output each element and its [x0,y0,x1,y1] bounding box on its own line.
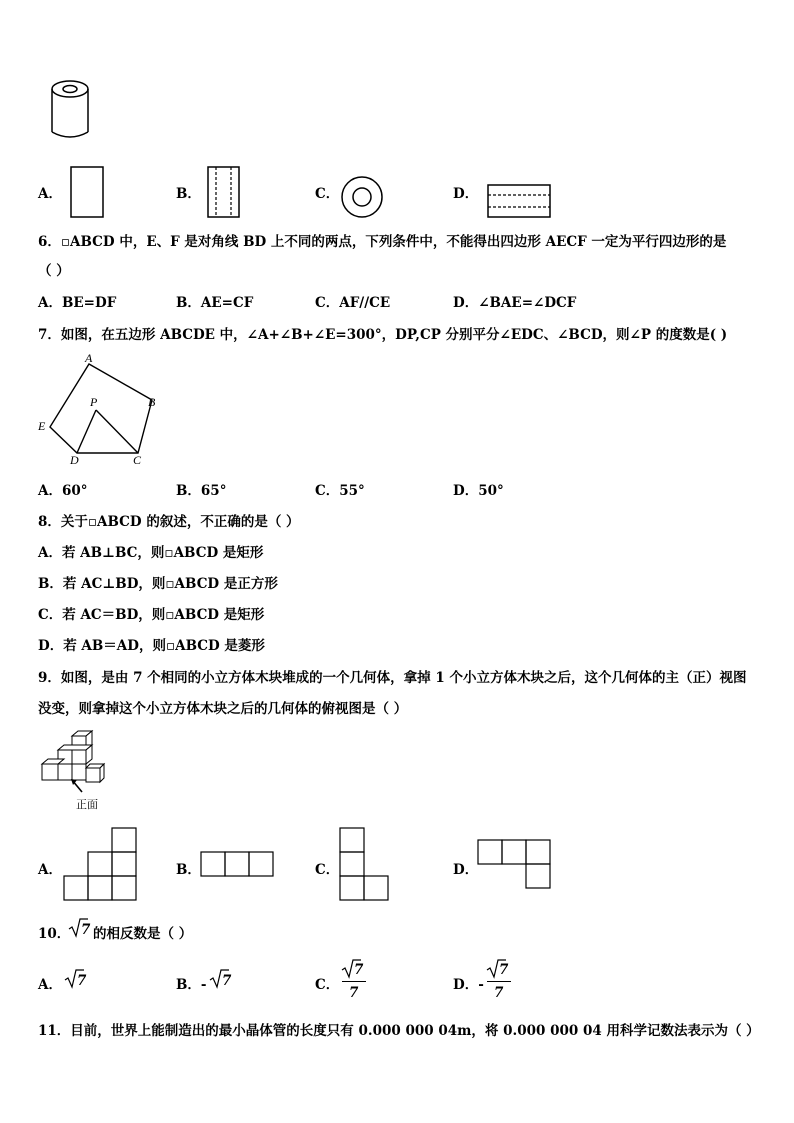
vertex-c-label: C [133,453,142,467]
q11-stem: 11．目前，世界上能制造出的最小晶体管的长度只有 0.000 000 04m，将 0.000 000 04 用科学记数法表示为（ ） [38,1023,760,1039]
q6-option-c: C．AF//CE [315,295,391,311]
front-view-label: 正面 [76,798,98,811]
q9-option-c-grid [339,827,399,907]
q9-option-a-grid [62,827,142,903]
pentagon-figure [36,350,166,470]
q9-option-a-label: A． [38,862,62,878]
q8-option-c: C．若 AC＝BD，则▫ABCD 是矩形 [38,607,265,623]
q7-option-c: C．55° [315,483,365,499]
q10-stem-tail: 的相反数是（ ） [93,926,193,942]
point-p-label: P [90,395,98,409]
q10-option-c-radicand: 7 [354,962,364,978]
q5-option-c-figure [340,175,390,225]
q10-option-d-fraction-bar [487,981,511,982]
q9-stem-line1: 9．如图，是由 7 个相同的小立方体木块堆成的一个几何体，拿掉 1 个小立方体木块之后，这个几何体的主（正）视图 [38,670,747,686]
q5-option-d-label: D． [453,186,479,202]
q6-option-a: A．BE=DF [38,295,117,311]
q10-option-c-label: C． [315,977,340,993]
vertex-e-label: E [38,419,46,433]
q9-stem-line2: 没变，则拿掉这个小立方体木块之后的几何体的俯视图是（ ） [38,701,408,717]
q10-option-c-fraction-bar [342,981,366,982]
vertex-b-label: B [148,395,156,409]
q9-option-c-label: C． [315,862,340,878]
q8-option-a: A．若 AB⊥BC，则▫ABCD 是矩形 [38,545,264,561]
q10-option-b-label: B．- [176,977,207,993]
q5-option-a-figure [68,164,108,220]
q6-stem: 6．▫ABCD 中，E、F 是对角线 BD 上不同的两点，下列条件中，不能得出四边形 AECF 一定为平行四边形的是 [38,234,727,250]
q9-option-d-label: D． [453,862,479,878]
q10-option-d-label: D．- [453,977,484,993]
q8-option-d: D．若 AB＝AD，则▫ABCD 是菱形 [38,638,265,654]
q7-option-a: A．60° [38,483,88,499]
q8-stem: 8．关于▫ABCD 的叙述，不正确的是（ ） [38,514,300,530]
vertex-a-label: A [85,351,93,365]
q10-option-b-radicand: 7 [222,973,232,989]
q7-option-b: B．65° [176,483,227,499]
q8-option-b: B．若 AC⊥BD，则▫ABCD 是正方形 [38,576,278,592]
q5-option-b-figure [205,164,245,220]
q10-radicand: 7 [81,922,91,938]
vertex-d-label: D [70,453,79,467]
q10-option-d-radicand: 7 [499,962,509,978]
q5-option-a-label: A． [38,186,62,202]
hollow-cylinder-figure [50,80,90,140]
q5-option-b-label: B． [176,186,201,202]
q9-option-d-grid [477,839,557,893]
q5-option-d-figure [485,182,555,222]
cube-stack-figure [38,728,118,818]
q6-answer-paren: （ ） [38,263,70,279]
q7-option-d: D．50° [453,483,504,499]
q7-stem: 7．如图，在五边形 ABCDE 中，∠A+∠B+∠E=300°，DP,CP 分别平分∠EDC、∠BCD，则∠P 的度数是( ) [38,327,728,343]
q6-option-d: D．∠BAE=∠DCF [453,295,577,311]
q10-option-a-radicand: 7 [77,973,87,989]
q6-option-b: B．AE=CF [176,295,254,311]
q10-option-d-denominator: 7 [494,985,504,1001]
q10-option-a-label: A． [38,977,62,993]
q10-number: 10． [38,926,71,942]
q10-option-c-denominator: 7 [349,985,359,1001]
q5-option-c-label: C． [315,186,340,202]
q9-option-b-label: B． [176,862,201,878]
q9-option-b-grid [200,851,280,881]
